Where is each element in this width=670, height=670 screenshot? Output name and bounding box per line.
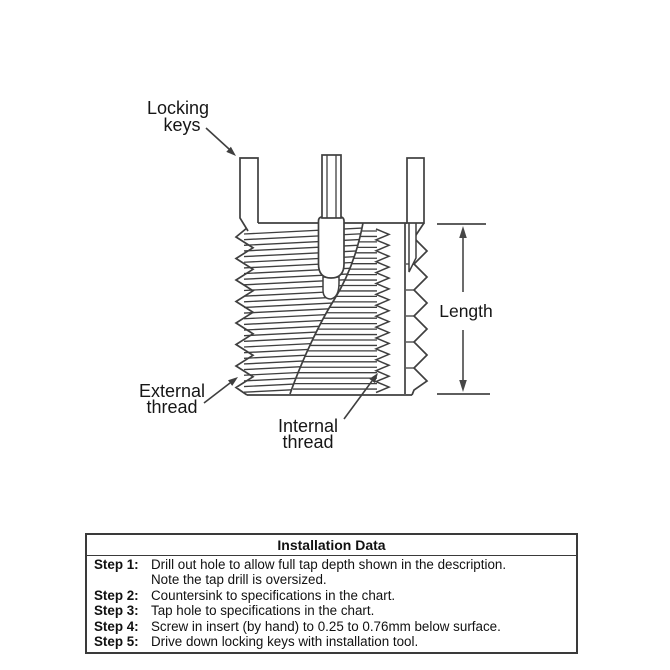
table-body bbox=[87, 556, 576, 652]
arrow-down-icon bbox=[459, 380, 467, 392]
external-thread-arrow bbox=[204, 383, 230, 403]
internal-thread-label-line2: thread bbox=[282, 432, 334, 452]
step-text: Drive down locking keys with installation tool. bbox=[151, 634, 419, 650]
step-label: Step 3: bbox=[94, 603, 139, 619]
step-text: Countersink to specifications in the chart. bbox=[151, 587, 396, 603]
locking-key-right bbox=[407, 158, 424, 223]
right-thread-root-lines bbox=[406, 264, 414, 368]
locking-key-left bbox=[240, 158, 258, 231]
step-text: Drill out hole to allow full tap depth shown in the description. bbox=[151, 557, 507, 572]
table-row bbox=[87, 572, 574, 587]
step-text: Screw in insert (by hand) to 0.25 to 0.76mm below surface. bbox=[151, 618, 501, 634]
table-row bbox=[87, 603, 574, 618]
table-row bbox=[87, 619, 574, 634]
step-label bbox=[87, 572, 151, 587]
length-label: Length bbox=[439, 301, 493, 321]
step-label: Step 2: bbox=[94, 587, 139, 603]
cutaway-region bbox=[290, 223, 404, 394]
table-title: Installation Data bbox=[87, 535, 576, 556]
locking-keys-arrow bbox=[206, 128, 229, 149]
locking-key-center bbox=[322, 155, 341, 218]
external-thread-label-line1: External bbox=[138, 381, 206, 401]
step-text: Note the tap drill is oversized. bbox=[151, 572, 327, 588]
external-thread-label-line2: thread bbox=[146, 397, 198, 417]
table-row bbox=[87, 634, 574, 649]
locking-key-center-body bbox=[319, 217, 345, 278]
step-label: Step 1: bbox=[94, 557, 139, 572]
table-row bbox=[87, 557, 574, 572]
locking-keys-label-line2: keys bbox=[163, 115, 201, 135]
table-row bbox=[87, 588, 574, 603]
locking-keys-label-line1: Locking bbox=[146, 98, 210, 118]
external-thread-arrowhead-icon bbox=[228, 377, 238, 386]
internal-thread-label-line1: Internal bbox=[277, 416, 339, 436]
step-label: Step 4: bbox=[94, 618, 139, 634]
installation-data-table bbox=[85, 533, 578, 654]
step-label: Step 5: bbox=[94, 634, 139, 650]
arrow-up-icon bbox=[459, 226, 467, 238]
step-text: Tap hole to specifications in the chart. bbox=[151, 603, 375, 619]
